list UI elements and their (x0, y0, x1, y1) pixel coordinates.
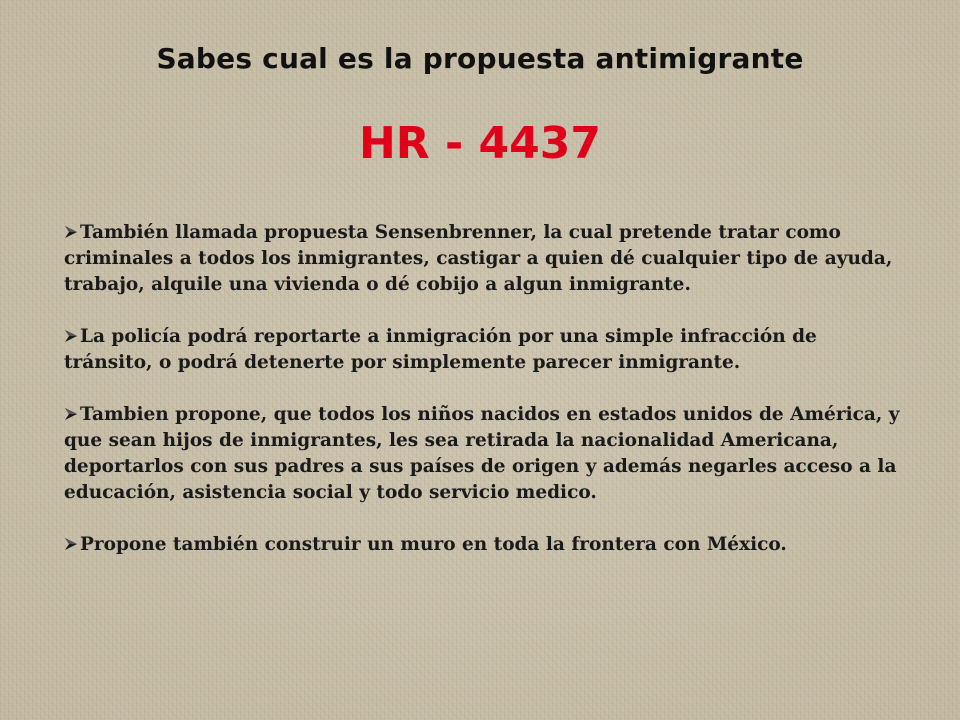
bullet-text: También llamada propuesta Sensenbrenner, la cual pretende tratar como criminales a todos los inmigrantes, castigar a quien dé cualquier tipo de ayuda, trabajo, alquile una vivienda o dé cobijo a algun inmigrante. (64, 222, 893, 295)
arrow-bullet-icon (64, 537, 78, 551)
bullet-item (64, 220, 904, 298)
arrow-bullet-icon (64, 407, 78, 421)
bullet-item (64, 532, 904, 558)
bullet-text: Tambien propone, que todos los niños nacidos en estados unidos de América, y que sean hijos de inmigrantes, les sea retirada la nacionalidad Americana, deportarlos con sus padres a sus países de origen y además negarles acceso a la educación, asistencia social y todo servicio medico. (64, 404, 900, 503)
bullet-list (64, 220, 904, 584)
bullet-text: Propone también construir un muro en toda la frontera con México. (80, 534, 787, 555)
arrow-bullet-icon (64, 225, 78, 239)
arrow-bullet-icon (64, 329, 78, 343)
bill-code: HR - 4437 (358, 118, 602, 169)
slide-title: Sabes cual es la propuesta antimigrante (156, 42, 804, 75)
bullet-item (64, 402, 904, 506)
bullet-text: La policía podrá reportarte a inmigración por una simple infracción de tránsito, o podrá detenerte por simplemente parecer inmigrante. (64, 326, 817, 373)
bullet-item (64, 324, 904, 376)
